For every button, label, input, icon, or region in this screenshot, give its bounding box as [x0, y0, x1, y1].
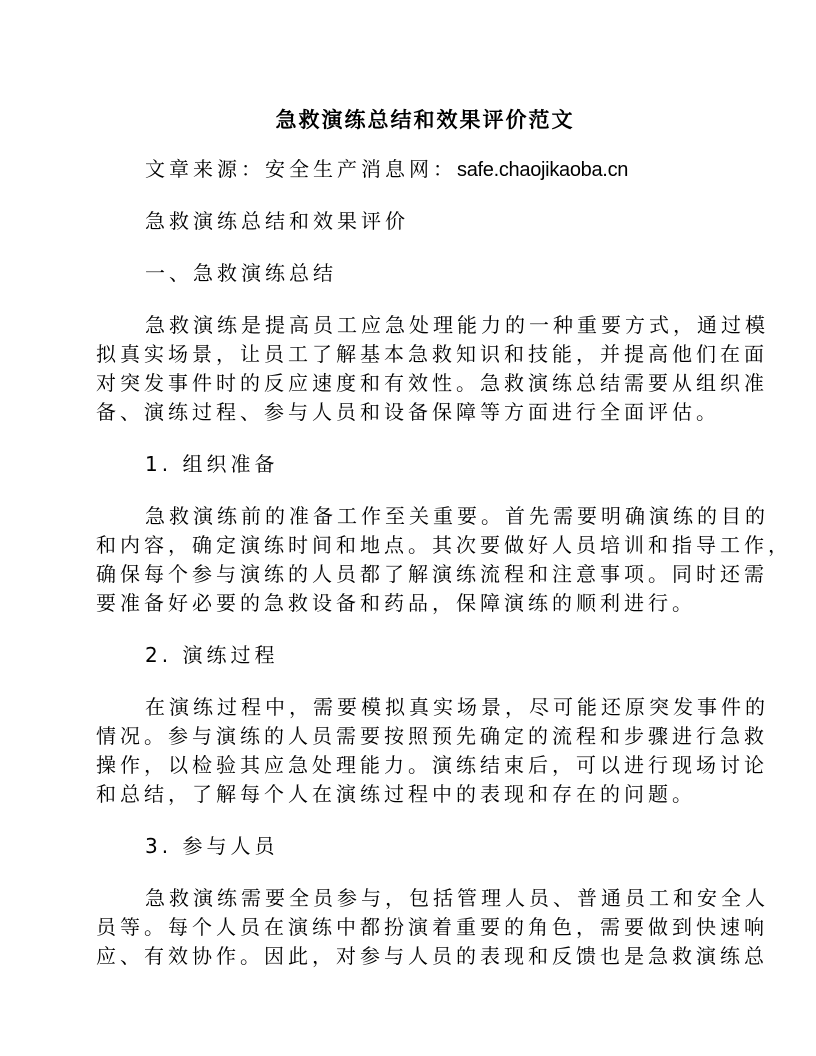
paragraph-line: 急救演练前的准备工作至关重要。首先需要明确演练的目的	[145, 504, 769, 528]
subsection-heading-organization	[96, 450, 716, 479]
paragraph-line: 应、有效协作。因此，对参与人员的表现和反馈也是急救演练总	[96, 944, 768, 968]
subsection-heading-participants	[96, 832, 716, 861]
paragraph-line: 对突发事件时的反应速度和有效性。急救演练总结需要从组织准	[96, 371, 768, 395]
subsection-heading-text: 2. 演练过程	[145, 643, 279, 667]
participants-paragraph	[96, 884, 769, 971]
section-heading-text: 一、急救演练总结	[145, 261, 337, 285]
source-label: 文章来源：安全生产消息网：	[145, 157, 457, 181]
paragraph-line: 急救演练需要全员参与，包括管理人员、普通员工和安全人	[145, 886, 769, 910]
paragraph-line: 拟真实场景，让员工了解基本急救知识和技能，并提高他们在面	[96, 342, 768, 366]
document-body	[96, 155, 792, 994]
subtitle	[96, 207, 716, 236]
paragraph-line: 员等。每个人员在演练中都扮演着重要的角色，需要做到快速响	[96, 915, 768, 939]
organization-paragraph	[96, 502, 792, 618]
paragraph-line: 操作，以检验其应急处理能力。演练结束后，可以进行现场讨论	[96, 753, 768, 777]
subsection-heading-text: 1. 组织准备	[145, 452, 279, 476]
paragraph-line: 急救演练是提高员工应急处理能力的一种重要方式，通过模	[145, 313, 769, 337]
paragraph-line: 要准备好必要的急救设备和药品，保障演练的顺利进行。	[96, 591, 696, 615]
subsection-heading-process	[96, 641, 716, 670]
paragraph-line: 在演练过程中，需要模拟真实场景，尽可能还原突发事件的	[145, 695, 769, 719]
paragraph-line: 和内容，确定演练时间和地点。其次要做好人员培训和指导工作，	[96, 533, 792, 557]
paragraph-line: 和总结，了解每个人在演练过程中的表现和存在的问题。	[96, 782, 696, 806]
source-url: safe.chaojikaoba.cn	[457, 159, 629, 181]
subtitle-text: 急救演练总结和效果评价	[145, 209, 409, 233]
source-text	[96, 155, 716, 184]
document-title: 急救演练总结和效果评价范文	[275, 108, 575, 132]
subsection-heading-text: 3. 参与人员	[145, 834, 279, 858]
paragraph-line: 备、演练过程、参与人员和设备保障等方面进行全面评估。	[96, 400, 720, 424]
section-heading-1	[96, 259, 716, 288]
source-line	[96, 155, 716, 184]
process-paragraph	[96, 693, 769, 809]
intro-paragraph	[96, 311, 769, 427]
paragraph-line: 确保每个参与演练的人员都了解演练流程和注意事项。同时还需	[96, 562, 768, 586]
paragraph-line: 情况。参与演练的人员需要按照预先确定的流程和步骤进行急救	[96, 724, 768, 748]
